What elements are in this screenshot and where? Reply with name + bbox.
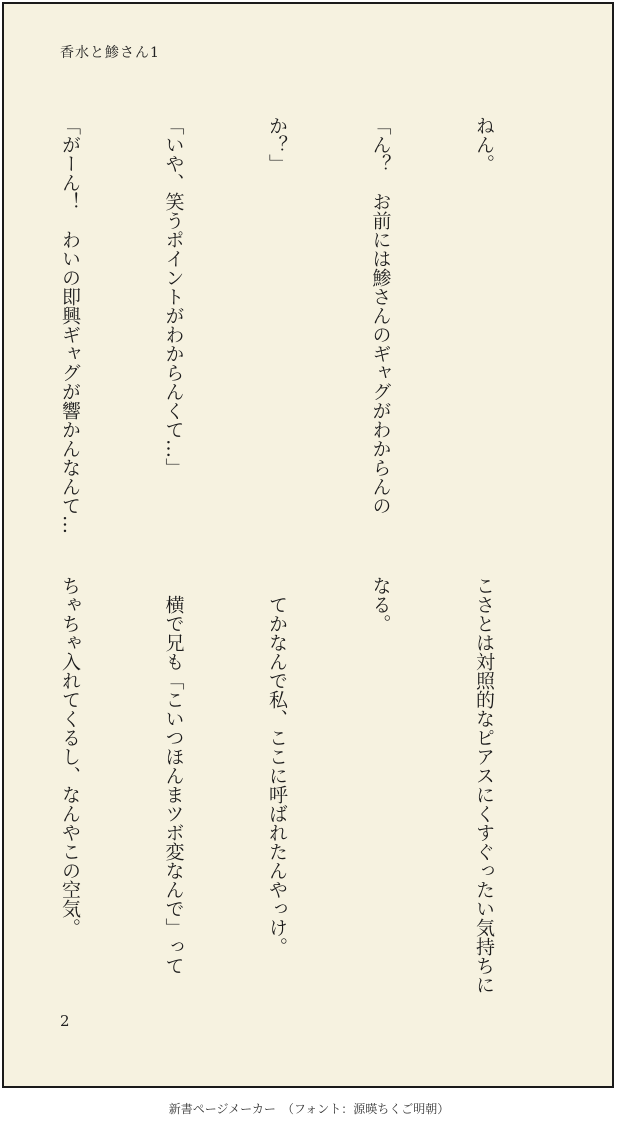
page-header-title: 香水と鯵さん1 [60,45,160,61]
text-line: ちゃちゃ入れてくるし、なんやこの空気。 [59,576,81,937]
text-line: てかなんで私、ここに呼ばれたんやっけ。 [266,576,288,956]
page-number: 2 [60,1012,70,1030]
book-page [2,2,614,1088]
text-line: 「がーん！ わいの即興ギャグが響かんなんて… [59,116,81,534]
text-line: か？」 [266,116,288,173]
text-column-bottom [50,576,570,996]
text-line: こさとは対照的なピアスにくすぐったい気持ちに [473,576,495,994]
text-line: 横で兄も「こいつほんまツボ変なんで」って [162,576,185,975]
footer-credit: 新書ページメーカー （フォント：源暎ちくご明朝） [168,1102,450,1116]
text-column-top [50,116,570,536]
text-line: ねん。 [473,116,495,173]
text-line: なる。 [369,576,392,633]
text-line: 「ん？ お前には鯵さんのギャグがわからんの [369,116,392,515]
text-line: 「いや、笑うポイントがわからんくて…」 [162,116,185,477]
